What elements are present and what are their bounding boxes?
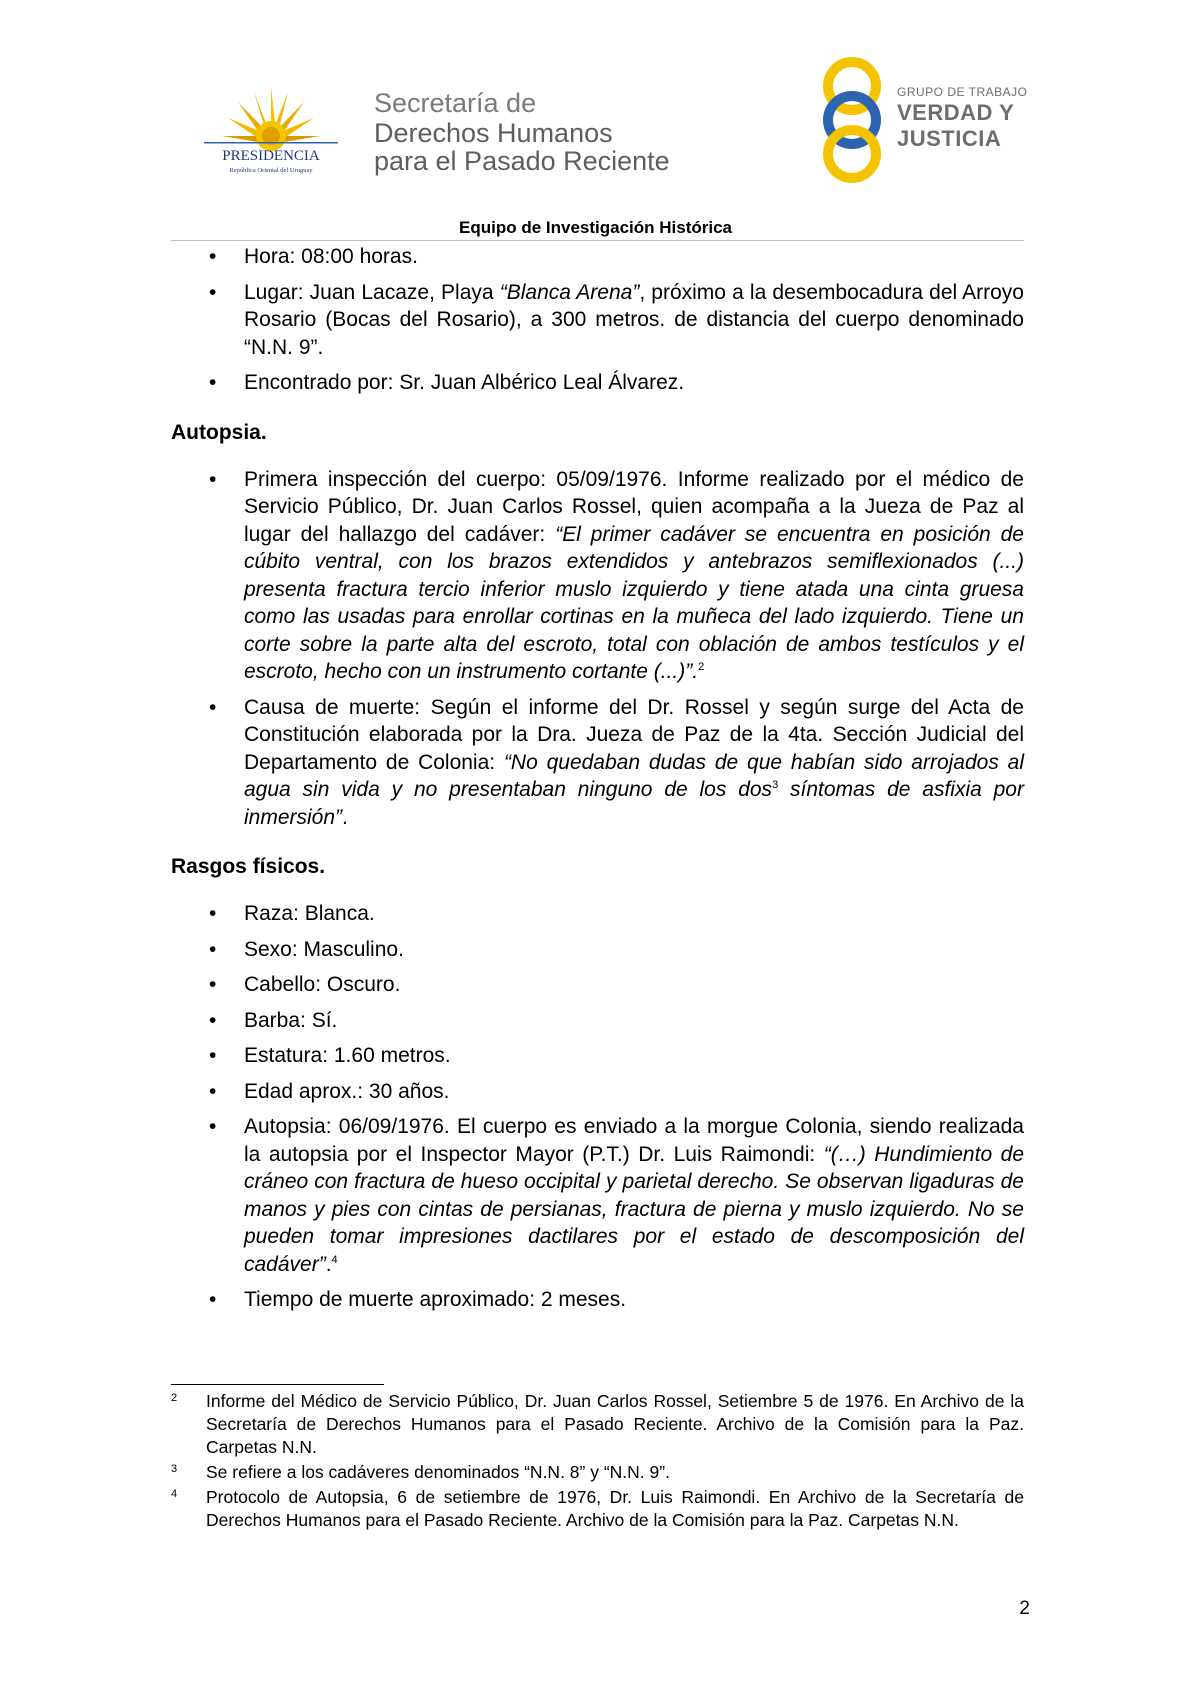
footnote-ref: 3 xyxy=(772,779,779,791)
footnote-separator xyxy=(171,1384,384,1385)
list-item: • Tiempo de muerte aproximado: 2 meses. xyxy=(171,1286,1024,1314)
location-list xyxy=(171,243,1024,397)
gt-line1: GRUPO DE TRABAJO xyxy=(897,85,1028,99)
presidencia-label: PRESIDENCIA xyxy=(222,148,320,164)
footnote: 3 Se refiere a los cadáveres denominados “N.N. 8” y “N.N. 9”. xyxy=(171,1462,670,1482)
header-divider xyxy=(171,240,1024,241)
list-item: • Hora: 08:00 horas. xyxy=(171,243,1024,271)
gt-line2: VERDAD Y xyxy=(897,100,1015,125)
page-header xyxy=(0,0,1191,235)
footnote-ref: 2 xyxy=(698,661,705,673)
gt-line3: JUSTICIA xyxy=(897,126,1002,151)
rasgos-list xyxy=(171,900,1024,1314)
list-item: • Estatura: 1.60 metros. xyxy=(171,1042,1024,1070)
list-item: • Cabello: Oscuro. xyxy=(171,971,1024,999)
section-heading-autopsia: Autopsia. xyxy=(171,420,267,444)
list-item: • Causa de muerte: Según el informe del Dr. Rossel y según surge del Acta de Constitución elaborada por la Dra. Jueza de Paz de la 4ta. Sección Judicial del Departamento de Colonia: “No quedaban dudas de que habían sido arrojados al agua sin vida y no presentaban ninguno de los dos$^3$ síntomas de asfixia por inmersión”. xyxy=(171,694,1024,832)
secretaria-title xyxy=(374,88,670,175)
footnote: 4 Protocolo de Autopsia, 6 de setiembre de 1976, Dr. Luis Raimondi. En Archivo de la Secretaría de Derechos Humanos para el Pasado Reciente. Archivo de la Comisión para la Paz. Carpetas N.N. xyxy=(171,1487,1024,1530)
team-title: Equipo de Investigación Histórica xyxy=(459,218,732,237)
autopsia-list xyxy=(171,466,1024,832)
secretaria-line1: Secretaría de xyxy=(374,88,537,118)
list-item: • Barba: Sí. xyxy=(171,1007,1024,1035)
presidencia-sub: República Oriental del Uruguay xyxy=(229,167,313,174)
list-item: • Encontrado por: Sr. Juan Albérico Leal Álvarez. xyxy=(171,369,1024,397)
page-body xyxy=(171,243,1024,1322)
footnote: 2 Informe del Médico de Servicio Público, Dr. Juan Carlos Rossel, Setiembre 5 de 1976. En Archivo de la Secretaría de Derechos Humanos para el Pasado Reciente. Archivo de la Comisión para la Paz. Carpetas N.N. xyxy=(171,1391,1024,1457)
list-item: • Raza: Blanca. xyxy=(171,900,1024,928)
presidencia-sun-logo xyxy=(196,82,346,178)
page-number: 2 xyxy=(1019,1598,1030,1619)
secretaria-line2: Derechos Humanos xyxy=(374,118,613,148)
footnote-ref: 4 xyxy=(331,1253,338,1266)
list-item: • Autopsia: 06/09/1976. El cuerpo es enviado a la morgue Colonia, siendo realizada la autopsia por el Inspector Mayor (P.T.) Dr. Luis Raimondi: “(…) Hundimiento de cráneo con fractura de hueso occipital y parietal derecho. Se observan ligaduras de manos y pies con cintas de persianas, fractura de pierna y muslo izquierdo. No se pueden tomar impresiones dactilares por el estado de descomposición del cadáver”.$^4$ xyxy=(171,1113,1024,1278)
grupo-trabajo-title xyxy=(897,84,1027,152)
list-item: • Lugar: Juan Lacaze, Playa “Blanca Arena”, próximo a la desembocadura del Arroyo Rosario (Bocas del Rosario), a 300 metros. de distancia del cuerpo denominado “N.N. 9”. xyxy=(171,279,1024,362)
section-heading-rasgos: Rasgos físicos. xyxy=(171,855,326,878)
list-item: • Edad aprox.: 30 años. xyxy=(171,1078,1024,1106)
footnotes xyxy=(171,1390,1024,1534)
secretaria-line3: para el Pasado Reciente xyxy=(374,146,670,176)
list-item: • Sexo: Masculino. xyxy=(171,936,1024,964)
list-item: • Primera inspección del cuerpo: 05/09/1976. Informe realizado por el médico de Servicio Público, Dr. Juan Carlos Rossel, quien acompaña a la Jueza de Paz al lugar del hallazgo del cadáver: “El primer cadáver se encuentra en posición de cúbito ventral, con los brazos extendidos y antebrazos semiflexionados (...) presenta fractura tercio inferior muslo izquierdo y tiene atada una cinta gruesa como las usadas para enrollar cortinas en la muñeca del lado izquierdo. Tiene un corte sobre la parte alta del escroto, total con oblación de ambos testículos y el escroto, hecho con un instrumento cortante (...)”.$^2$ xyxy=(171,466,1024,686)
sun-rays-icon xyxy=(222,86,320,151)
